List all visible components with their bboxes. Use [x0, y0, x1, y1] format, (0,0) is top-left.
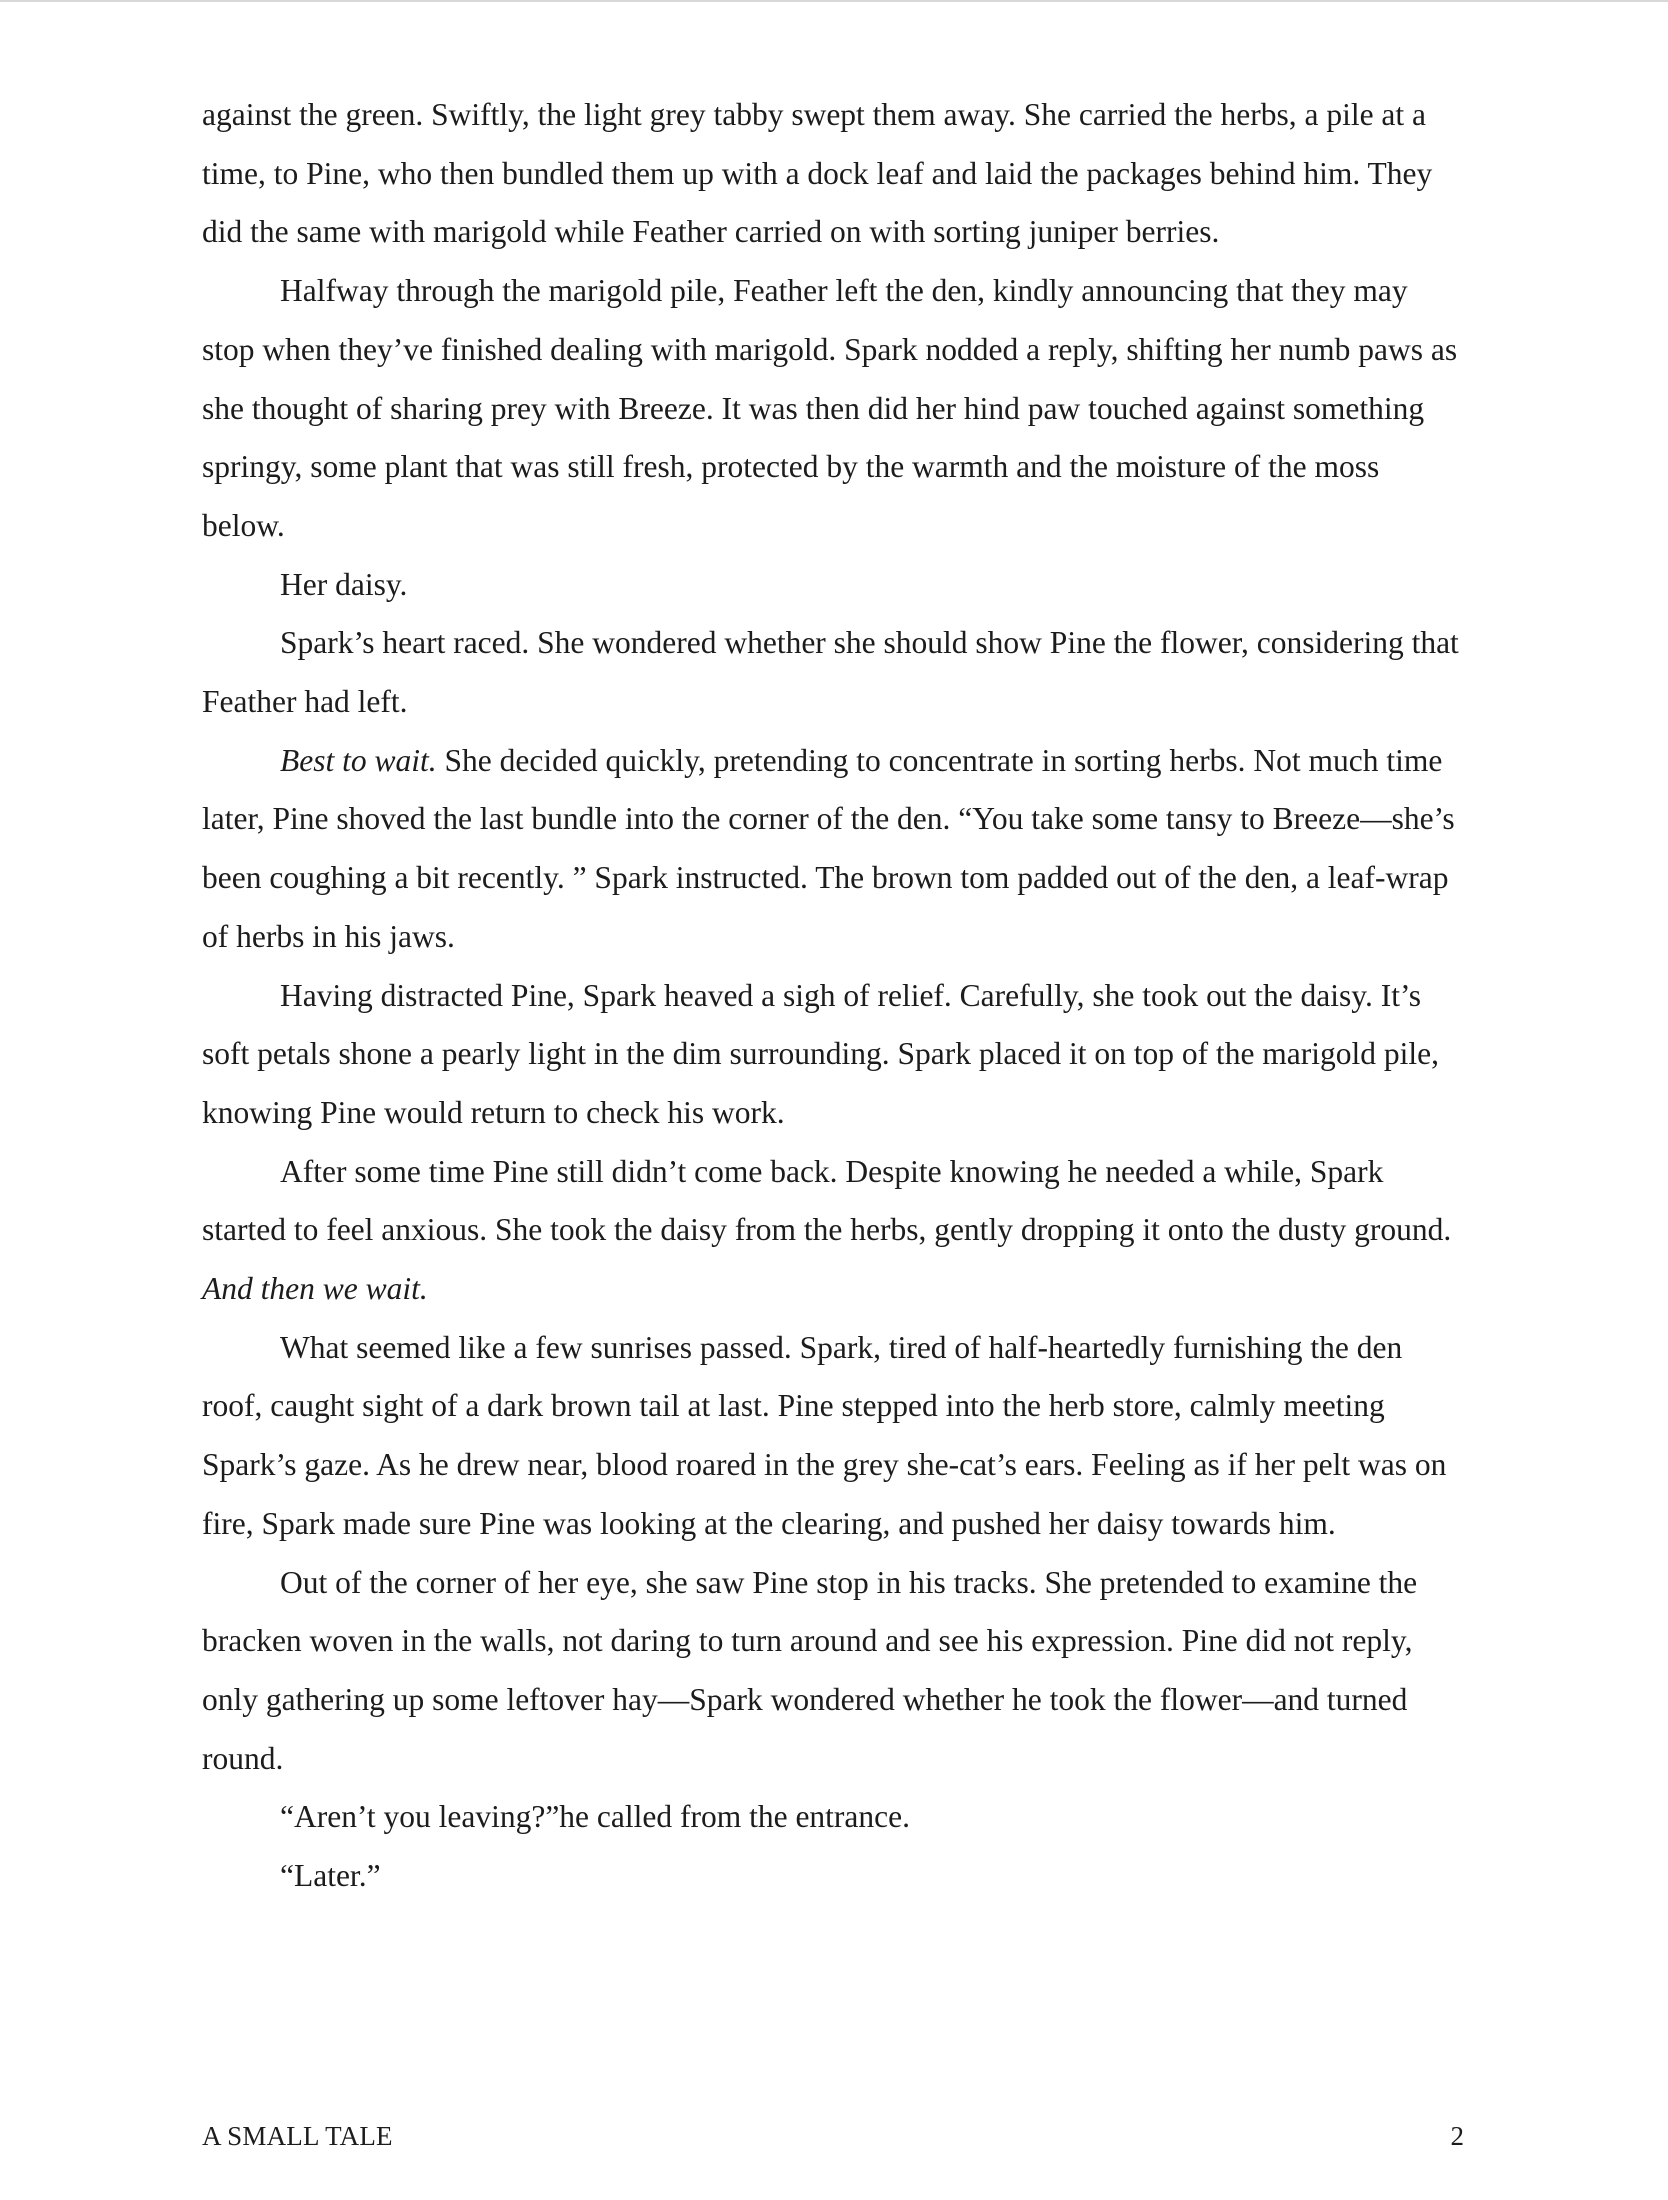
footer-book-title: A SMALL TALE — [202, 2121, 393, 2151]
italic-text-segment: And then we wait. — [202, 1271, 428, 1307]
page-top-border — [0, 0, 1668, 2]
body-paragraph — [202, 1319, 1464, 1554]
body-paragraph — [202, 1554, 1464, 1789]
text-segment: After some time Pine still didn’t come back. Despite knowing he needed a while, Spark started to feel anxious. She took the daisy from the herbs, gently dropping it onto the dusty ground. — [202, 1153, 1452, 1248]
body-paragraph — [202, 262, 1464, 556]
text-segment: Having distracted Pine, Spark heaved a sigh of relief. Carefully, she took out the daisy. It’s soft petals shone a pearly light in the dim surrounding. Spark placed it on top of the marigold pile, knowing Pine would return to check his work. — [202, 977, 1440, 1130]
text-segment: “Later.” — [280, 1858, 381, 1894]
text-segment: Out of the corner of her eye, she saw Pine stop in his tracks. She pretended to examine the bracken woven in the walls, not daring to turn around and see his expression. Pine did not reply, only gathering up some leftover hay—Spark wondered whether he took the flower—and turned round. — [202, 1564, 1418, 1776]
text-segment: Halfway through the marigold pile, Feather left the den, kindly announcing that they may stop when they’ve finished dealing with marigold. Spark nodded a reply, shifting her numb paws as she thought of sharing prey with Breeze. It was then did her hind paw touched against something springy, some plant that was still fresh, protected by the warmth and the moisture of the moss below. — [202, 273, 1458, 543]
document-body — [202, 86, 1464, 1906]
body-paragraph — [202, 1143, 1464, 1319]
text-segment: Spark’s heart raced. She wondered whether she should show Pine the flower, considering that Feather had left. — [202, 625, 1459, 720]
text-segment: Her daisy. — [280, 566, 408, 602]
text-segment: She decided quickly, pretending to concentrate in sorting herbs. Not much time later, Pine shoved the last bundle into the corner of the den. “You take some tansy to Breeze—she’s been coughing a bit recently. ” Spark instructed. The brown tom padded out of the den, a leaf-wrap of herbs in his jaws. — [202, 742, 1455, 954]
italic-text-segment: Best to wait. — [280, 742, 437, 778]
body-paragraph — [202, 614, 1464, 731]
body-paragraph — [202, 732, 1464, 967]
text-segment: “Aren’t you leaving?”he called from the entrance. — [280, 1799, 910, 1835]
body-paragraph — [202, 556, 1464, 615]
body-paragraph — [202, 1847, 1464, 1906]
text-segment: What seemed like a few sunrises passed. Spark, tired of half-heartedly furnishing the den roof, caught sight of a dark brown tail at last. Pine stepped into the herb store, calmly meeting Spark’s gaze. As he drew near, blood roared in the grey she-cat’s ears. Feeling as if her pelt was on fire, Spark made sure Pine was looking at the clearing, and pushed her daisy towards him. — [202, 1329, 1447, 1541]
footer-page-number: 2 — [1450, 2121, 1464, 2151]
text-segment: against the green. Swiftly, the light grey tabby swept them away. She carried the herbs, a pile at a time, to Pine, who then bundled them up with a dock leaf and laid the packages behind him. They did the same with marigold while Feather carried on with sorting juniper berries. — [202, 97, 1433, 250]
body-paragraph — [202, 1788, 1464, 1847]
body-paragraph — [202, 967, 1464, 1143]
body-paragraph — [202, 86, 1464, 262]
